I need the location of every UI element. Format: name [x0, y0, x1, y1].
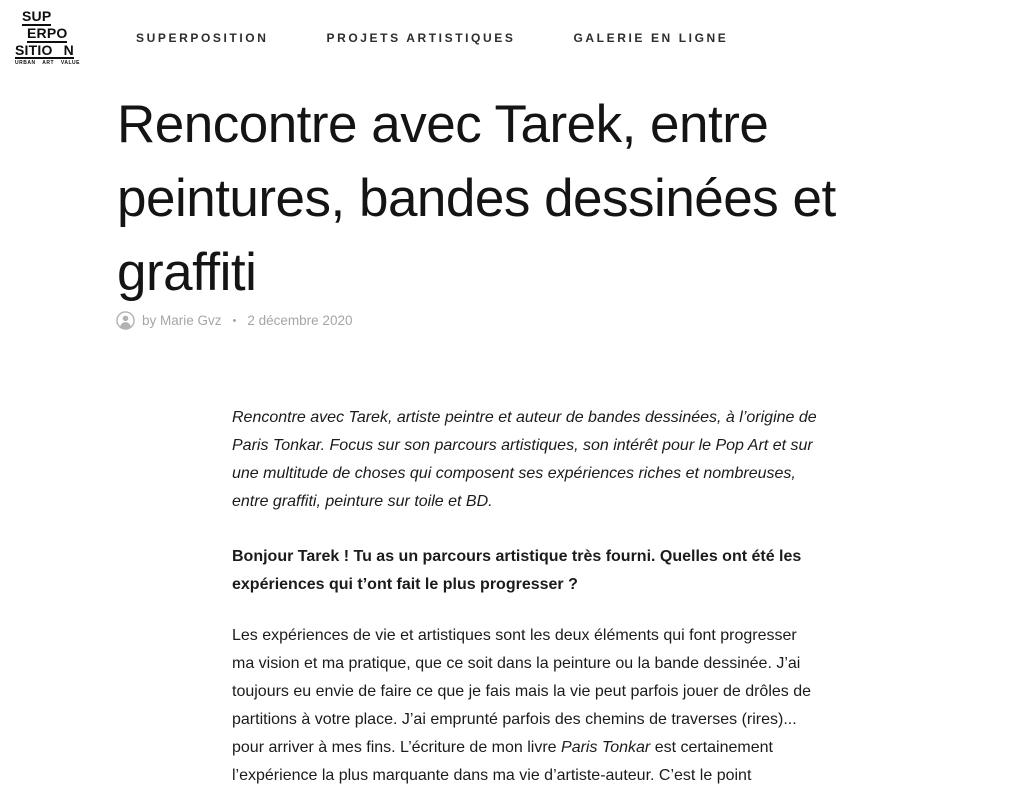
article-body — [232, 404, 892, 790]
nav-item-projets-artistiques[interactable]: PROJETS ARTISTIQUES — [326, 31, 516, 45]
nav-item-galerie-en-ligne[interactable]: GALERIE EN LIGNE — [573, 31, 729, 45]
interview-question: Bonjour Tarek ! Tu as un parcours artistique très fourni. Quelles ont été les expériences qui t’ont fait le plus progresser ? — [232, 548, 802, 593]
article-title: Rencontre avec Tarek, entre peintures, bandes dessinées et graffiti — [117, 95, 836, 302]
person-avatar-icon — [116, 311, 135, 330]
logo-row: ERPO — [27, 24, 68, 41]
logo-row: SUP — [22, 8, 52, 24]
byline — [116, 311, 352, 330]
byline-separator: • — [232, 314, 237, 327]
site-logo[interactable] — [15, 9, 79, 66]
logo-tagline: URBAN ART VALUE — [15, 60, 80, 67]
lede-paragraph: Rencontre avec Tarek, artiste peintre et auteur de bandes dessinées, à l’origine de Paris Tonkar. Focus sur son parcours artistiques, son intérêt pour le Pop Art et sur une multitude de choses qui composent ses expériences riches et nombreuses, entre graffiti, peinture sur toile et BD. — [232, 409, 817, 510]
byline-date: 2 décembre 2020 — [247, 313, 353, 328]
byline-author: by Marie Gvz — [142, 313, 222, 328]
nav-item-superposition[interactable]: SUPERPOSITION — [136, 31, 269, 45]
logo-row: SITIO N — [15, 41, 74, 58]
site-header — [0, 0, 1024, 80]
interview-answer: Les expériences de vie et artistiques sont les deux éléments qui font progresser ma vision et ma pratique, que ce soit dans la peinture ou la bande dessinée. J’ai toujours eu envie de faire ce que je fais mais la vie peut parfois jouer de drôles de partitions à votre place. J’ai emprunté parfois des chemins de traverses (rires)... pour arriver à mes fins. L’écriture de mon livre Paris Tonkar est certainement l’expérience la plus marquante dans ma vie d’artiste-auteur. C’est le point — [232, 627, 812, 784]
main-nav — [136, 31, 728, 45]
